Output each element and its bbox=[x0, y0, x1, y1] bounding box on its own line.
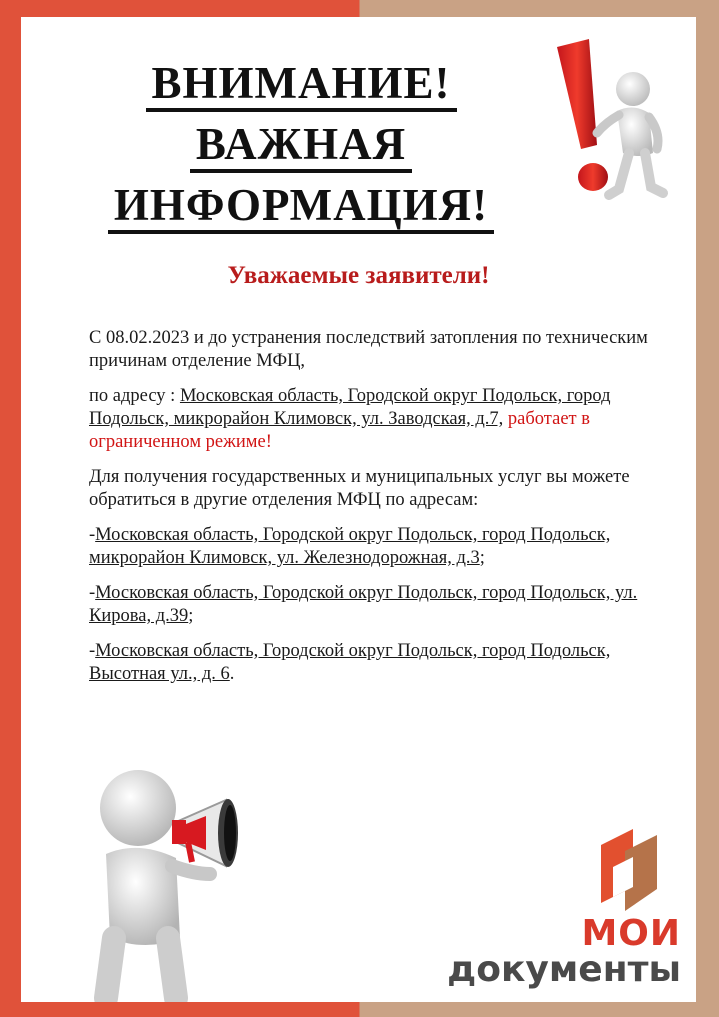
intro-paragraph: С 08.02.2023 и до устранения последствий затопления по техническим причинам отделение МФЦ, bbox=[89, 328, 648, 371]
alternatives-intro: Для получения государственных и муниципальных услуг вы можете обратиться в другие отделения МФЦ по адресам: bbox=[89, 467, 630, 510]
alternative-address-3: -Московская область, Городской округ Подольск, город Подольск, Высотная ул., д. 6. bbox=[89, 641, 611, 684]
address-text: Московская область, Городской округ Подольск, город Подольск, микрорайон Климовск, ул. Заводская, д.7, bbox=[89, 386, 611, 429]
logo-line-1: МОИ bbox=[581, 913, 681, 954]
alternative-address-2-text: Московская область, Городской округ Подольск, город Подольск, ул. Кирова, д.39 bbox=[89, 583, 638, 626]
logo-line-2: документы bbox=[447, 949, 681, 990]
mfc-logo-text bbox=[391, 913, 681, 990]
megaphone-figure-icon bbox=[76, 762, 266, 1002]
headline-line-3: ИНФОРМАЦИЯ! bbox=[108, 180, 494, 234]
headline-line-1: ВНИМАНИЕ! bbox=[146, 58, 457, 112]
headline-line-2: ВАЖНАЯ bbox=[190, 119, 412, 173]
limited-mode-text: работает в ограниченном режиме! bbox=[89, 409, 590, 452]
alternative-address-1: -Московская область, Городской округ Подольск, город Подольск, микрорайон Климовск, ул. Железнодорожная, д.3; bbox=[89, 525, 611, 568]
headline bbox=[21, 55, 581, 238]
mfc-logo-icon bbox=[593, 825, 663, 915]
notice-body bbox=[89, 327, 649, 698]
greeting: Уважаемые заявители! bbox=[227, 262, 490, 289]
address-paragraph bbox=[89, 385, 649, 454]
exclamation-figure-icon bbox=[551, 27, 671, 207]
alternative-address-3-text: Московская область, Городской округ Подольск, город Подольск, Высотная ул., д. 6 bbox=[89, 641, 611, 684]
address-prefix: по адресу : bbox=[89, 386, 180, 406]
alternative-address-2: -Московская область, Городской округ Подольск, город Подольск, ул. Кирова, д.39; bbox=[89, 583, 638, 626]
alternative-address-1-text: Московская область, Городской округ Подольск, город Подольск, микрорайон Климовск, ул. Железнодорожная, д.3 bbox=[89, 525, 611, 568]
notice-sheet bbox=[21, 17, 696, 1002]
